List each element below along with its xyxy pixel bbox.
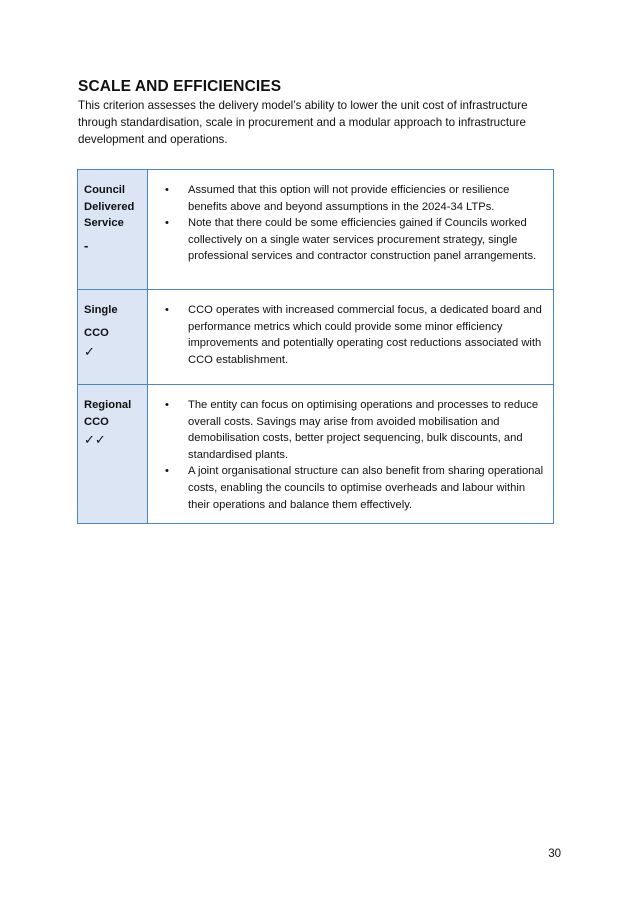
row-label-cell [78,385,148,524]
row-label-line: Service [84,217,124,230]
rating-mark: ✓✓ [84,432,106,448]
bullet-list [160,397,547,513]
table-row-single-cco [78,290,554,385]
row-label-line: Delivered [84,200,135,213]
bullet-item: • Assumed that this option will not provide efficiencies or resilience benefits above and beyond assumptions in the 2024-34 LTPs. [160,182,547,215]
table-row-council-delivered-service [78,170,554,290]
row-label-line: Single [84,304,118,316]
row-label-line: Council [84,184,126,196]
bullet-list [160,182,547,265]
bullet-item: • A joint organisational structure can also benefit from sharing operational costs, enabling the councils to optimise overheads and labour within their operations and balance them effectively. [160,463,547,513]
criteria-table [77,169,554,524]
section-heading: SCALE AND EFFICIENCIES [78,78,282,95]
rating-mark: ✓ [84,344,95,360]
table-row-regional-cco [78,385,554,524]
row-content-cell [148,170,554,290]
bullet-item: • CCO operates with increased commercial focus, a dedicated board and performance metrics which could provide some minor efficiency improvements and potentially operating cost reductions associated with CCO establishment. [160,302,547,368]
row-label-line: CCO [84,415,109,428]
row-label-cell [78,290,148,385]
bullet-item: • The entity can focus on optimising operations and processes to reduce overall costs. Savings may arise from avoided mobilisation and demobilisation costs, better project sequencing, bulk discounts, and standardised plants. [160,397,547,463]
rating-mark: - [84,237,89,253]
section-intro: This criterion assesses the delivery model’s ability to lower the unit cost of infrastructure through standardisation, scale in procurement and a modular approach to infrastructure development and operations. [78,99,528,146]
row-content-cell [148,290,554,385]
row-label-cell [78,170,148,290]
bullet-list [160,302,547,368]
row-label-line: Regional [84,399,132,411]
row-content-cell [148,385,554,524]
row-label-line: CCO [84,326,109,339]
page-number: 30 [548,848,561,860]
bullet-item: • Note that there could be some efficiencies gained if Councils worked collectively on a single water services procurement strategy, single professional services and contractor construction panel arrangements. [160,215,547,265]
